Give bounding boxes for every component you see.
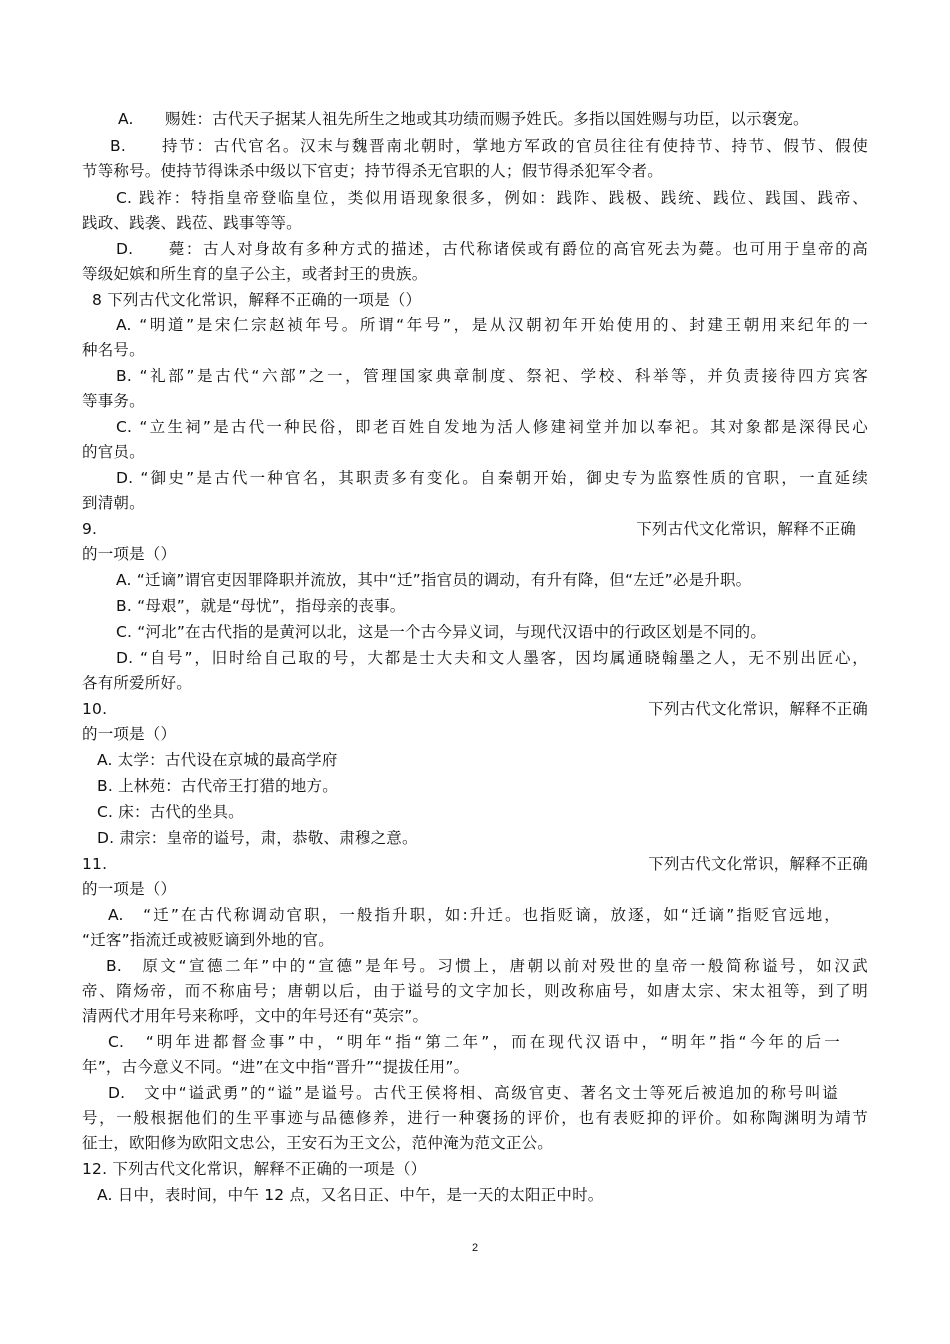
q11-option-b-line1: B. 原文“宣德二年”中的“宣德”是年号。习惯上，唐朝以前对殁世的皇帝一般简称谥号，如汉武 bbox=[106, 957, 868, 975]
q8-option-d-line1: D. “御史”是古代一种官名，其职责多有变化。自秦朝开始，御史专为监察性质的官职，一直延续 bbox=[116, 469, 868, 487]
q9-prompt: 下列古代文化常识，解释不正确 bbox=[636, 520, 856, 538]
q11-option-b-line3: 清两代才用年号来称呼，文中的年号还有“英宗”。 bbox=[82, 1007, 429, 1025]
q11-option-a-line1: A. “迁”在古代称调动官职，一般指升职，如:升迁。也指贬谪，放逐，如“迁谪”指贬官远地， bbox=[108, 906, 840, 924]
q12-question: 12. 下列古代文化常识，解释不正确的一项是（） bbox=[82, 1160, 427, 1178]
q7-option-d-line1: D. 薨：古人对身故有多种方式的描述，古代称诸侯或有爵位的高官死去为薨。也可用于皇帝的高 bbox=[116, 240, 868, 258]
q11-option-d-line1: D. 文中“谥武勇”的“谥”是谥号。古代王侯将相、高级官吏、著名文士等死后被追加的称号叫谥 bbox=[108, 1084, 838, 1102]
q8-question: 8 下列古代文化常识，解释不正确的一项是（） bbox=[92, 291, 422, 309]
q9-option-d-line2: 各有所爱所好。 bbox=[82, 674, 192, 692]
q11-option-c-line2: 年”，古今意义不同。“进”在文中指“晋升”“提拔任用”。 bbox=[82, 1058, 470, 1076]
q7-option-b-line1: B. 持节：古代官名。汉末与魏晋南北朝时，掌地方军政的官员往往有使持节、持节、假节、假使 bbox=[110, 137, 868, 155]
q9-option-b: B. “母艰”，就是“母忧”，指母亲的丧事。 bbox=[116, 597, 406, 615]
q8-option-b-line2: 等事务。 bbox=[82, 392, 145, 410]
q9-number: 9. bbox=[82, 520, 98, 538]
q7-option-d-line2: 等级妃嫔和所生育的皇子公主，或者封王的贵族。 bbox=[82, 265, 428, 283]
q11-option-b-line2: 帝、隋炀帝，而不称庙号；唐朝以后，由于谥号的文字加长，则改称庙号，如唐太宗、宋太祖等，到了明 bbox=[82, 982, 868, 1000]
page-number: 2 bbox=[471, 1242, 479, 1254]
q8-option-c-line2: 的官员。 bbox=[82, 443, 145, 461]
q9-option-a: A. “迁谪”谓官吏因罪降职并流放，其中“迁”指官员的调动，有升有降，但“左迁”必是升职。 bbox=[116, 571, 752, 589]
q7-option-a: A. 赐姓：古代天子据某人祖先所生之地或其功绩而赐予姓氏。多指以国姓赐与功臣，以示褒宠。 bbox=[118, 110, 809, 128]
q7-option-b-line2: 节等称号。使持节得诛杀中级以下官吏；持节得杀无官职的人；假节得杀犯军令者。 bbox=[82, 162, 663, 180]
q11-question-line2: 的一项是（） bbox=[82, 880, 177, 898]
q8-option-a-line1: A. “明道”是宋仁宗赵祯年号。所谓“年号”，是从汉朝初年开始使用的、封建王朝用来纪年的一 bbox=[116, 316, 868, 334]
q10-option-a: A. 太学：古代设在京城的最高学府 bbox=[97, 751, 338, 769]
q11-option-c-line1: C. “明年进都督佥事”中，“明年“指“第二年”，而在现代汉语中，“明年”指“今年的后一 bbox=[108, 1033, 840, 1051]
q8-option-d-line2: 到清朝。 bbox=[82, 494, 145, 512]
q9-option-c: C. “河北”在古代指的是黄河以北，这是一个古今异义词，与现代汉语中的行政区划是不同的。 bbox=[116, 623, 767, 641]
q8-option-b-line1: B. “礼部”是古代“六部”之一，管理国家典章制度、祭祀、学校、科举等，并负责接待四方宾客 bbox=[116, 367, 868, 385]
q7-option-c-line2: 践政、践袭、践莅、践事等等。 bbox=[82, 214, 302, 232]
q11-option-d-line2: 号，一般根据他们的生平事迹与品德修养，进行一种褒扬的评价，也有表贬抑的评价。如称陶渊明为靖节 bbox=[82, 1109, 868, 1127]
q10-question-line1 bbox=[82, 698, 868, 720]
q8-option-a-line2: 种名号。 bbox=[82, 341, 145, 359]
q11-prompt: 下列古代文化常识，解释不正确 bbox=[648, 855, 868, 873]
q11-option-d-line3: 征士，欧阳修为欧阳文忠公，王安石为王文公，范仲淹为范文正公。 bbox=[82, 1134, 554, 1152]
q11-option-a-line2: “迁客”指流迁或被贬谪到外地的官。 bbox=[82, 931, 334, 949]
q12-option-a: A. 日中，表时间，中午 12 点，又名日正、中午，是一天的太阳正中时。 bbox=[97, 1186, 604, 1204]
q9-question-line1 bbox=[82, 518, 856, 540]
q9-question-line2: 的一项是（） bbox=[82, 545, 177, 563]
q11-number: 11. bbox=[82, 855, 108, 873]
q10-option-d: D. 肃宗：皇帝的谥号，肃，恭敬、肃穆之意。 bbox=[97, 829, 418, 847]
q10-question-line2: 的一项是（） bbox=[82, 725, 177, 743]
q8-option-c-line1: C. “立生祠”是古代一种民俗，即老百姓自发地为活人修建祠堂并加以奉祀。其对象都是深得民心 bbox=[116, 418, 868, 436]
q10-prompt: 下列古代文化常识，解释不正确 bbox=[648, 700, 868, 718]
q10-option-c: C. 床：古代的坐具。 bbox=[97, 803, 244, 821]
q9-option-d-line1: D. “自号”，旧时给自己取的号，大都是士大夫和文人墨客，因均属通晓翰墨之人，无不别出匠心， bbox=[116, 649, 868, 667]
q10-option-b: B. 上林苑：古代帝王打猎的地方。 bbox=[97, 777, 338, 795]
q10-number: 10. bbox=[82, 700, 108, 718]
q7-option-c-line1: C. 践祚：特指皇帝登临皇位，类似用语现象很多，例如：践阼、践极、践统、践位、践国、践帝、 bbox=[116, 189, 868, 207]
q11-question-line1 bbox=[82, 853, 868, 875]
